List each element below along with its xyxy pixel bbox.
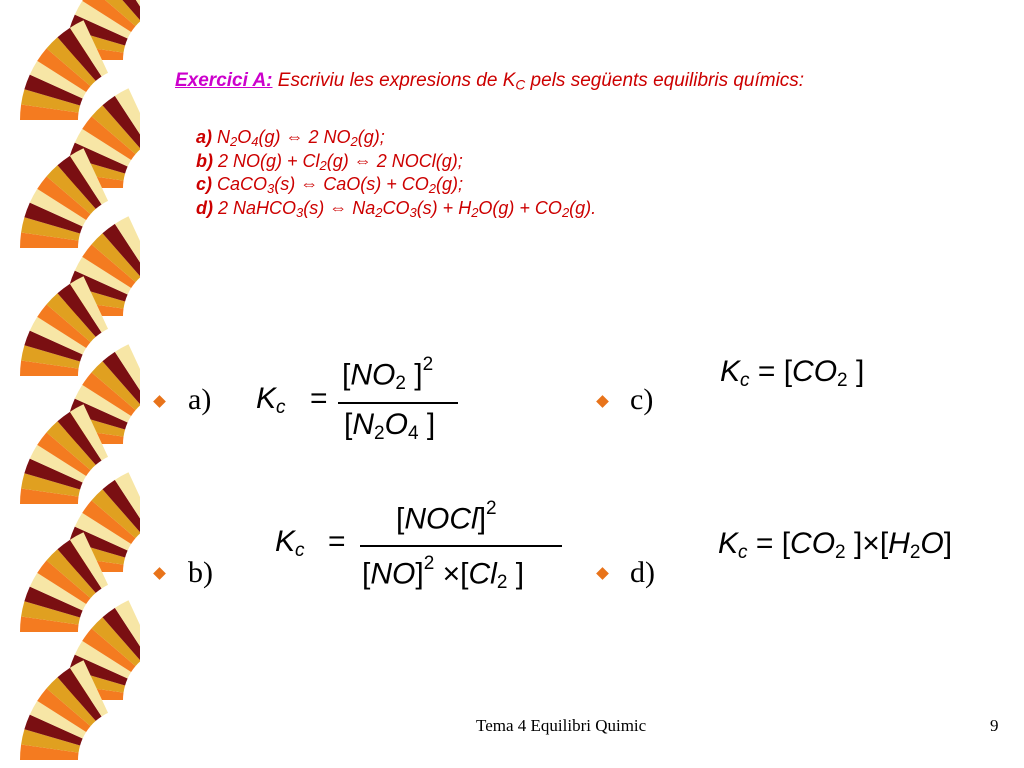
decorative-fan-border: [0, 0, 140, 768]
bullet-d: [596, 567, 609, 580]
exercise-prompt-sub: C: [515, 77, 526, 93]
bullet-a: [153, 395, 166, 408]
reaction-a: a) $N_2O_4(g)$ ⇔ 2 $NO_2(g)$;: [196, 127, 385, 150]
answer-a-fraction-bar: [338, 402, 458, 404]
answer-d-expression: $K_c = [CO_2$ ]$\times[H_2O]$: [718, 527, 953, 563]
answer-a-denominator: [$N_2O_4$ ]: [344, 408, 436, 444]
exercise-prompt: Escriviu les expresions de K: [272, 70, 516, 91]
answer-c-label: c): [630, 383, 654, 416]
bullet-c: [596, 395, 609, 408]
answer-b-kc: $K_c$: [275, 525, 305, 561]
answer-b-fraction-bar: [360, 545, 562, 547]
page-number: 9: [990, 716, 999, 735]
exercise-heading: [175, 70, 804, 92]
reaction-b: b) 2 $NO(g) + Cl_2(g)$ ⇔ 2 NOCl(g);: [196, 150, 463, 173]
answer-a-numerator: [$NO_2$ ]$^2$: [342, 354, 434, 394]
answer-c-expression: $K_c = [CO_2$ ]: [720, 355, 865, 391]
answer-d-label: d): [630, 556, 655, 589]
answer-b-label: b): [188, 556, 213, 589]
reaction-c: c) CaCO$_3$(s) ⇔ $CaO(s) + CO_2(g)$;: [196, 174, 463, 197]
footer-title: Tema 4 Equilibri Quimic: [476, 716, 647, 735]
exercise-label: Exercici A:: [175, 70, 273, 91]
reaction-d: d) 2 NaHCO$_3$(s) ⇔ $Na_2CO_3(s) + H_2O(g) + CO_2(g)$.: [196, 197, 597, 221]
answer-a-label: a): [188, 383, 212, 416]
answer-b-numerator: [NOCl]$^2$: [396, 498, 497, 536]
answer-b-equals: =: [328, 525, 346, 558]
answer-b-denominator: $[NO]^2 \times[Cl_2$ ]: [362, 553, 525, 593]
answer-a-equals: =: [310, 382, 328, 415]
exercise-prompt-end: pels següents equilibris químics:: [525, 70, 805, 91]
answer-a-kc: $K_c$: [256, 382, 286, 418]
bullet-b: [153, 567, 166, 580]
reaction-list: [196, 126, 596, 220]
